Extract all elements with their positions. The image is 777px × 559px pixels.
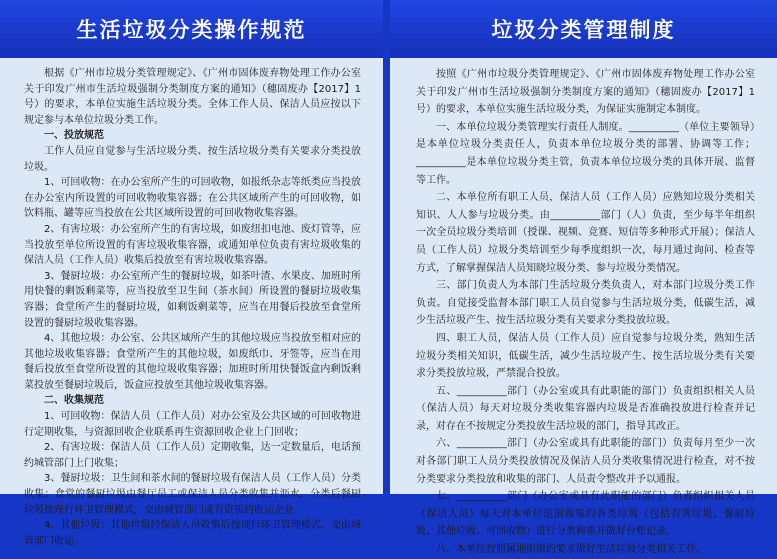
left-panel-body — [0, 58, 383, 549]
paragraph: 4、其他垃圾：办公室、公共区域所产生的其他垃圾应当投放至相对应的其他垃圾收集容器；食堂所产生的其他垃圾，如废纸巾、牙签等，应当在用餐后投放至食堂所设置的其他垃圾收集容器；加班时所用快餐饭盒内剩饭剩菜投放至餐厨垃圾后，饭盒应投放至其他垃圾收集容器。 — [24, 333, 361, 391]
section-heading: 一、投放规范 — [44, 130, 104, 142]
paragraph: 一、本单位垃圾分类管理实行责任人制度。__________（单位主要领导）是本单位垃圾分类责任人，负责本单位垃圾分类的部署、协调等工作；__________是本单位垃圾分类主管，负责本单位垃圾分类的具体开展、监督等工作。 — [416, 121, 755, 186]
paragraph: 1、可回收物：在办公室所产生的可回收物，如报纸杂志等纸类应当投放在办公室内所设置的可回收物收集容器；在公共区域所产生的可回收物，如饮料瓶、罐等应当投放在公共区域所设置的可回收物收集容器。 — [24, 177, 361, 220]
paragraph: 八、本单位按照属地街镇的要求做好生活垃圾分类相关工作。 — [436, 544, 706, 556]
paragraph: 三、部门负责人为本部门生活垃圾分类负责人，对本部门垃圾分类工作负责。自觉接受监督本部门职工人员自觉参与生活垃圾分类，低碳生活，减少生活垃圾产生、按生活垃圾分类有关要求分类投放垃圾。 — [416, 280, 755, 327]
right-panel-title: 垃圾分类管理制度 — [390, 0, 777, 58]
paragraph: 二、本单位所有职工人员，保洁人员（工作人员）应熟知垃圾分类相关知识、人人参与垃圾分类。由__________部门（人）负责，至少每半年组织一次全员垃圾分类培训（授课、视频、竞赛、短信等多种形式开展）；保洁人员（工作人员）垃圾分类培训至少每季度组织一次，每月通过询问、检查等方式，了解掌握保洁人员知晓垃圾分类、参与垃圾分类情况。 — [416, 192, 755, 274]
paragraph: 3、餐厨垃圾：办公室所产生的餐厨垃圾，如茶叶渣、水果皮、加班时所用快餐的剩饭剩菜等，应当投放至卫生间（茶水间）所设置的餐厨垃圾收集容器；食堂所产生的餐厨垃圾，如剩饭剩菜等，应当在用餐后投放至食堂所设置的餐厨垃圾收集容器。 — [24, 270, 361, 329]
right-panel — [390, 0, 777, 556]
paragraph: 四、职工人员，保洁人员（工作人员）应自觉参与垃圾分类，熟知生活垃圾分类相关知识，低碳生活，减少生活垃圾产生、按生活垃圾分类有关要求分类投放垃圾，严禁混合投放。 — [416, 332, 755, 380]
paragraph: 4、其他垃圾：其他垃圾经保洁人员收集后按现行环卫管理模式，交由城管部门收运。 — [24, 520, 361, 547]
left-panel-title: 生活垃圾分类操作规范 — [0, 0, 383, 58]
left-panel — [0, 0, 383, 547]
paragraph: 六、__________部门（办公室或具有此职能的部门）负责每月至少一次对各部门职工人员分类投放情况及保洁人员分类收集情况进行检查，对不按分类要求分类投放和收集的部门、人员责令整改并予以通报。 — [416, 438, 755, 485]
right-panel-body — [390, 58, 777, 559]
section-heading: 二、收集规范 — [44, 395, 104, 407]
paragraph: 2、有害垃圾：保洁人员（工作人员）定期收集，达一定数量后，电话预约城管部门上门收集； — [24, 442, 361, 469]
paragraph: 3、餐厨垃圾：卫生间和茶水间的餐厨垃圾有保洁人员（工作人员）分类收集；食堂的餐厨垃圾由餐厅员工或保洁人员分类收集并沥水，分类后餐厨垃圾按现行环卫管理模式，交由城管部门或有资质的收运企业 — [24, 473, 361, 516]
paragraph: 工作人员应自觉参与生活垃圾分类、按生活垃圾分类有关要求分类投放垃圾。 — [24, 145, 361, 173]
paragraph: 1、可回收物：保洁人员（工作人员）对办公室及公共区域的可回收物进行定期收集，与资源回收企业联系再生资源回收企业上门回收； — [24, 411, 361, 438]
paragraph: 2、有害垃圾：办公室所产生的有害垃圾，如废纽扣电池、废灯管等，应当投放至单位所设置的有害垃圾收集容器，或通知单位负责有害垃圾收集的保洁人员（工作人员）收集后投放至有害垃圾收集容器。 — [24, 223, 361, 267]
paragraph: 五、__________部门（办公室或具有此职能的部门）负责组织相关人员（保洁人员）每天对垃圾分类收集容器内垃圾是否准确投放进行检查并记录，对存在不按规定分类投放生活垃圾的部门，指导其改正。 — [416, 385, 755, 432]
paragraph: 七、__________部门（办公室或具有此职能的部门）负者组织相关人员（保洁人员）每天对本单位范围收集的各类垃圾（包括有害垃圾、餐厨垃圾、其他垃圾、可回收物）进行分类称重并做好台账记录。 — [416, 491, 755, 538]
paragraph: 根据《广州市垃圾分类管理规定》、《广州市固体废弃物处理工作办公室关于印发广州市生活垃圾强制分类制度方案的通知》（穗固废办【2017】1号）的要求，本单位实施生活垃圾分类。全体工作人员、保洁人员应按以下规定参与本单位垃圾分类工作。 — [24, 68, 361, 126]
paragraph: 按照《广州市垃圾分类管理规定》、《广州市固体废弃物处理工作办公室关于印发广州市生活垃圾强制分类制度方案的通知》（穗固废办【2017】1号）的要求，本单位实施生活垃圾分类，为保证实施制定本制度。 — [416, 69, 755, 116]
